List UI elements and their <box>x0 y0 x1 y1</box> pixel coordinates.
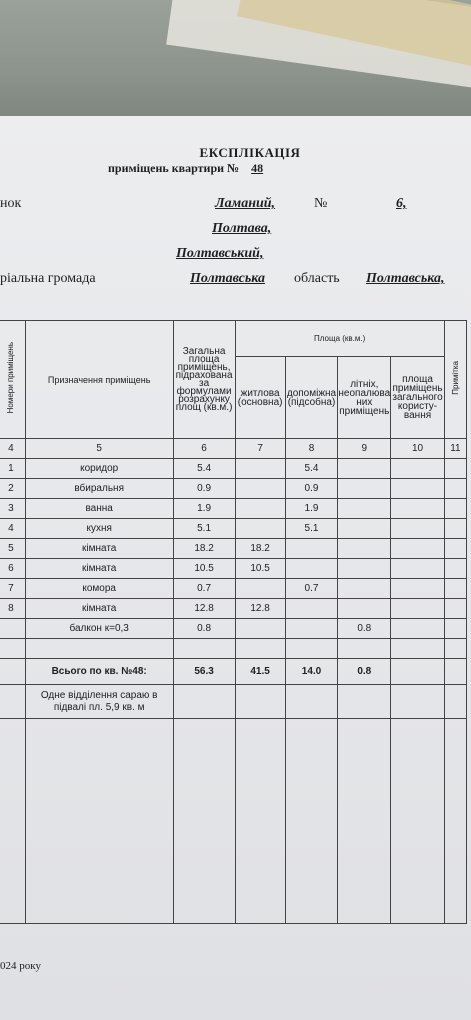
street-value: Ламаний, <box>215 196 276 211</box>
table-row <box>0 539 467 559</box>
room-living-cell: 12.8 <box>235 599 285 619</box>
room-aux-cell: 1.9 <box>285 499 338 519</box>
oblast-label: область <box>294 271 340 286</box>
col-number: 10 <box>391 439 445 459</box>
room-no-cell: 7 <box>0 579 25 599</box>
room-rows <box>0 459 467 639</box>
room-aux-cell <box>285 559 338 579</box>
header-area-group: Площа (кв.м.) <box>235 321 444 357</box>
district-value: Полтавський, <box>176 246 264 261</box>
community-label: ріальна громада <box>0 271 96 286</box>
room-note-cell <box>444 459 466 479</box>
col-number: 7 <box>235 439 285 459</box>
header-note: Примітка <box>444 321 466 439</box>
room-name-cell: коридор <box>25 459 173 479</box>
city-value: Полтава, <box>212 221 272 236</box>
col-number: 8 <box>285 439 338 459</box>
room-summer-cell <box>338 479 391 499</box>
col-number: 4 <box>0 439 25 459</box>
room-living-cell <box>235 579 285 599</box>
room-total-cell: 5.1 <box>173 519 235 539</box>
room-living-cell: 10.5 <box>235 559 285 579</box>
room-total-cell: 0.8 <box>173 619 235 639</box>
room-common-cell <box>391 559 445 579</box>
header-living: житлова (основна) <box>235 357 285 439</box>
room-name-cell: кухня <box>25 519 173 539</box>
table-row <box>0 559 467 579</box>
room-common-cell <box>391 519 445 539</box>
room-total-cell: 1.9 <box>173 499 235 519</box>
room-name-cell: комора <box>25 579 173 599</box>
totals-label: Всього по кв. №48: <box>25 659 173 685</box>
header-purpose: Призначення приміщень <box>25 321 173 439</box>
room-summer-cell <box>338 539 391 559</box>
house-number-value: 6, <box>396 196 407 211</box>
table-row <box>0 499 467 519</box>
table-row <box>0 479 467 499</box>
room-living-cell <box>235 499 285 519</box>
room-living-cell: 18.2 <box>235 539 285 559</box>
totals-living: 41.5 <box>235 659 285 685</box>
room-summer-cell: 0.8 <box>338 619 391 639</box>
apartment-number: 48 <box>251 161 264 175</box>
room-common-cell <box>391 539 445 559</box>
room-common-cell <box>391 579 445 599</box>
community-value: Полтавська <box>190 271 266 286</box>
room-common-cell <box>391 499 445 519</box>
table-row <box>0 579 467 599</box>
room-note-cell <box>444 559 466 579</box>
room-no-cell <box>0 619 25 639</box>
oblast-value: Полтавська, <box>366 271 445 286</box>
room-aux-cell: 0.9 <box>285 479 338 499</box>
street-label: нок <box>0 196 22 211</box>
room-aux-cell <box>285 619 338 639</box>
room-aux-cell <box>285 599 338 619</box>
room-summer-cell <box>338 579 391 599</box>
totals-total: 56.3 <box>173 659 235 685</box>
room-common-cell <box>391 459 445 479</box>
table-row <box>0 519 467 539</box>
header-total: Загальна площа приміщень, підрахована за формулами розрахунку площ (кв.м.) <box>173 321 235 439</box>
room-living-cell <box>235 479 285 499</box>
room-no-cell: 4 <box>0 519 25 539</box>
room-common-cell <box>391 479 445 499</box>
explication-table <box>0 320 467 924</box>
room-total-cell: 10.5 <box>173 559 235 579</box>
note-row <box>0 685 467 719</box>
footer-year: 024 року <box>0 960 41 972</box>
room-common-cell <box>391 599 445 619</box>
col-number: 6 <box>173 439 235 459</box>
room-note-cell <box>444 499 466 519</box>
room-no-cell: 2 <box>0 479 25 499</box>
header-auxiliary: допоміжна (підсобна) <box>285 357 338 439</box>
table-row <box>0 619 467 639</box>
room-note-cell <box>444 579 466 599</box>
room-summer-cell <box>338 459 391 479</box>
totals-aux: 14.0 <box>285 659 338 685</box>
room-living-cell <box>235 459 285 479</box>
room-note-cell <box>444 619 466 639</box>
room-total-cell: 12.8 <box>173 599 235 619</box>
room-note-cell <box>444 479 466 499</box>
col-number: 5 <box>25 439 173 459</box>
room-total-cell: 18.2 <box>173 539 235 559</box>
room-no-cell: 3 <box>0 499 25 519</box>
room-name-cell: кімната <box>25 559 173 579</box>
room-total-cell: 5.4 <box>173 459 235 479</box>
room-no-cell: 1 <box>0 459 25 479</box>
header-room-no: Номери приміщень <box>0 321 25 439</box>
note-text: Одне відділення сараю в підвалі пл. 5,9 кв. м <box>25 685 173 719</box>
room-no-cell: 5 <box>0 539 25 559</box>
room-no-cell: 8 <box>0 599 25 619</box>
room-living-cell <box>235 619 285 639</box>
room-aux-cell <box>285 539 338 559</box>
spacer-row <box>0 639 467 659</box>
room-total-cell: 0.9 <box>173 479 235 499</box>
room-total-cell: 0.7 <box>173 579 235 599</box>
col-number: 9 <box>338 439 391 459</box>
room-name-cell: кімната <box>25 599 173 619</box>
room-name-cell: ванна <box>25 499 173 519</box>
room-summer-cell <box>338 559 391 579</box>
room-common-cell <box>391 619 445 639</box>
col-number: 11 <box>444 439 466 459</box>
room-name-cell: вбиральня <box>25 479 173 499</box>
room-summer-cell <box>338 499 391 519</box>
header-summer: літніх, неопалюва них приміщень <box>338 357 391 439</box>
room-name-cell: балкон к=0,3 <box>25 619 173 639</box>
room-living-cell <box>235 519 285 539</box>
room-no-cell: 6 <box>0 559 25 579</box>
totals-row <box>0 659 467 685</box>
room-summer-cell <box>338 519 391 539</box>
document-subtitle: приміщень квартири № 48 <box>108 161 281 176</box>
room-aux-cell: 5.4 <box>285 459 338 479</box>
document-title: ЕКСПЛІКАЦІЯ <box>199 145 301 160</box>
empty-area-row <box>0 719 467 924</box>
column-number-row <box>0 439 467 459</box>
totals-summer: 0.8 <box>338 659 391 685</box>
room-note-cell <box>444 519 466 539</box>
room-note-cell <box>444 599 466 619</box>
header-row <box>0 321 467 357</box>
table-row <box>0 599 467 619</box>
header-common: площа приміщень загального користу-вання <box>391 357 445 439</box>
room-name-cell: кімната <box>25 539 173 559</box>
table-row <box>0 459 467 479</box>
house-number-label: № <box>314 196 328 211</box>
room-summer-cell <box>338 599 391 619</box>
room-aux-cell: 0.7 <box>285 579 338 599</box>
room-aux-cell: 5.1 <box>285 519 338 539</box>
room-note-cell <box>444 539 466 559</box>
